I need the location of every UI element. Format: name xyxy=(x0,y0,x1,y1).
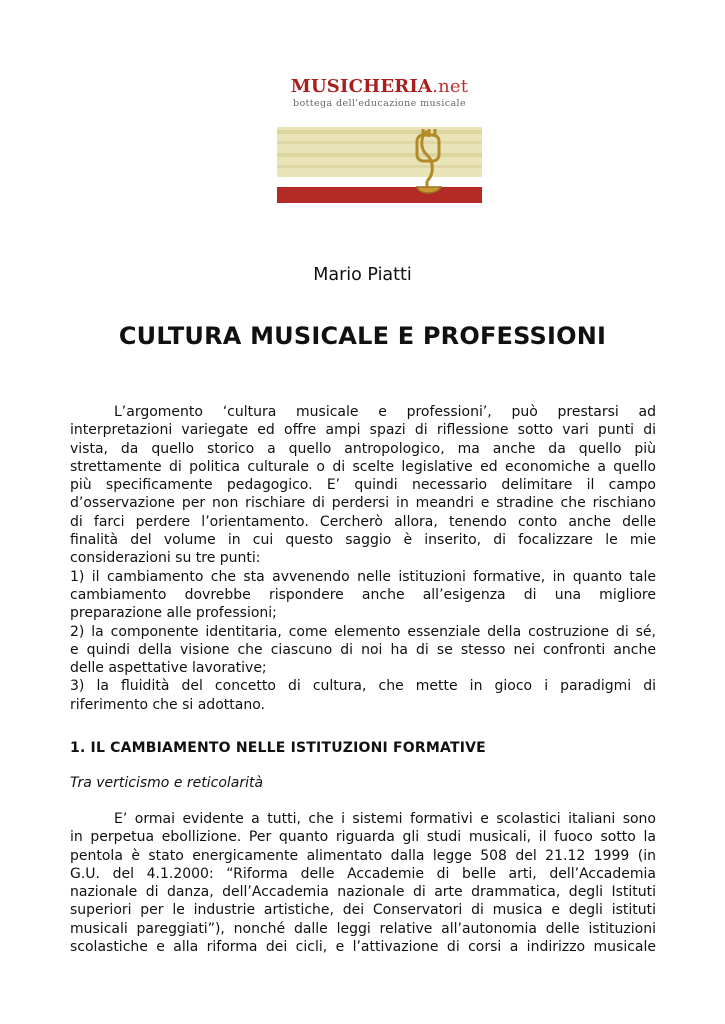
text-line: strettamente di politica culturale o di scelte legislative ed economiche a quello xyxy=(70,458,656,475)
text-line: scolastiche e alla riforma dei cicli, e l’attivazione di corsi a indirizzo musicale xyxy=(70,939,656,956)
text-line: preparazione alle professioni; xyxy=(70,605,277,622)
text-line: pentola è stato energicamente alimentato dalla legge 508 del 21.12 1999 (in xyxy=(70,847,656,864)
trumpet-banner-image xyxy=(277,127,482,203)
text-line: L’argomento ‘cultura musicale e professioni’, può prestarsi ad xyxy=(114,404,656,420)
brand-tagline: bottega dell'educazione musicale xyxy=(292,98,467,109)
text-line: di farci perdere l’orientamento. Cercherò allora, tenendo conto anche delle xyxy=(70,513,656,530)
text-line: in perpetua ebollizione. Per quanto riguarda gli studi musicali, il fuoco sotto la xyxy=(70,829,656,846)
text-line: E’ ormai evidente a tutti, che i sistemi formativi e scolastici italiani sono xyxy=(114,811,656,827)
site-logo xyxy=(277,76,482,109)
text-line: delle aspettative lavorative; xyxy=(70,660,267,677)
text-line: interpretazioni variegate ed offre ampi spazi di riflessione sotto vari punti di xyxy=(70,422,656,439)
text-line: cambiamento dovrebbe rispondere anche all’esigenza di una migliore xyxy=(70,586,656,603)
brand-tld: .net xyxy=(432,76,469,97)
text-line: superiori per le industrie artistiche, dei Conservatori di musica e degli istituti xyxy=(70,902,656,919)
section-heading: 1. IL CAMBIAMENTO NELLE ISTITUZIONI FORMATIVE xyxy=(70,740,486,756)
text-line: più specificamente pedagogico. E’ quindi necessario delimitare il campo xyxy=(70,477,656,494)
subsection-heading: Tra verticismo e reticolarità xyxy=(70,775,264,791)
intro-paragraph xyxy=(70,403,656,714)
trumpet-banner-svg xyxy=(277,127,482,203)
section-paragraph xyxy=(70,810,656,956)
list-item: 3) la fluidità del concetto di cultura, che mette in gioco i paradigmi di xyxy=(70,678,656,695)
author-name: Mario Piatti xyxy=(313,265,412,285)
document-title: CULTURA MUSICALE E PROFESSIONI xyxy=(118,322,607,350)
text-line: vista, da quello storico a quello antropologico, ma anche da quello più xyxy=(70,440,656,457)
text-line: d’osservazione per non rischiare di perdersi in meandri e stradine che rischiano xyxy=(70,495,656,512)
text-line: musicali pareggiati”), nonché dalle leggi relative all’autonomia delle istituzioni xyxy=(70,920,656,937)
text-line: finalità del volume in cui questo saggio è inserito, di focalizzare le mie xyxy=(70,532,656,549)
brand-name: MUSICHERIA xyxy=(290,76,433,97)
text-line: e quindi della visione che ciascuno di noi ha di se stesso nei confronti anche xyxy=(70,641,656,658)
text-line: considerazioni su tre punti: xyxy=(70,550,261,567)
list-item: 2) la componente identitaria, come elemento essenziale della costruzione di sé, xyxy=(70,623,656,640)
list-item: 1) il cambiamento che sta avvenendo nelle istituzioni formative, in quanto tale xyxy=(70,568,656,585)
text-line: riferimento che si adottano. xyxy=(70,696,265,713)
brand-wordmark xyxy=(277,76,482,97)
text-line: nazionale di danza, dell’Accademia nazionale di arte drammatica, degli Istituti xyxy=(70,884,656,901)
text-line: G.U. del 4.1.2000: “Riforma delle Accademie di belle arti, dell’Accademia xyxy=(70,865,656,882)
